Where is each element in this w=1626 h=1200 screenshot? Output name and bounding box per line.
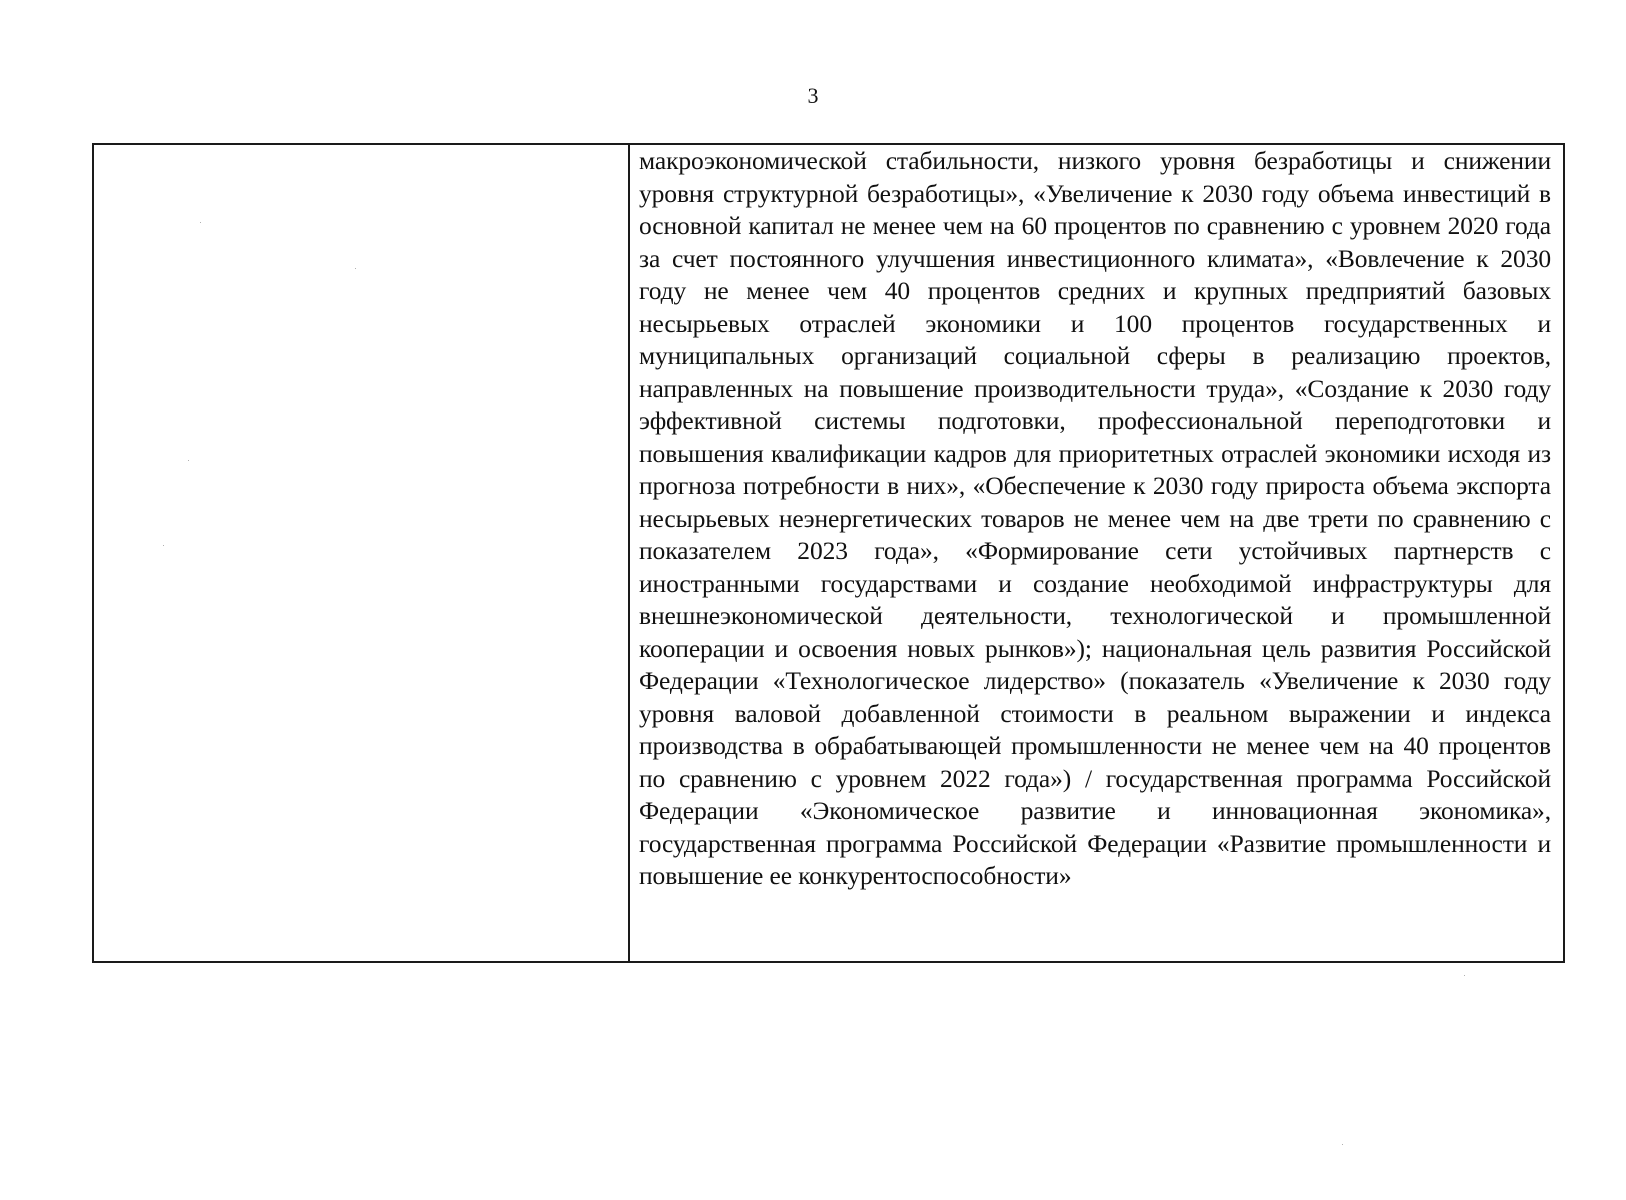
document-table — [92, 143, 1565, 963]
cell-paragraph: макроэкономической стабильности, низкого уровня безработицы и снижении уровня структурной безработицы», «Увеличение к 2030 году объема инвестиций в основной капитал не менее чем на 60 процентов по сравнению с уровнем 2020 года за счет постоянного улучшения инвестиционного климата», «Вовлечение к 2030 году не менее чем 40 процентов средних и крупных предприятий базовых несырьевых отраслей экономики и 100 процентов государственных и муниципальных организаций социальной сферы в реализацию проектов, направленных на повышение производительности труда», «Создание к 2030 году эффективной системы подготовки, профессиональной переподготовки и повышения квалификации кадров для приоритетных отраслей экономики исходя из прогноза потребности в них», «Обеспечение к 2030 году прироста объема экспорта несырьевых неэнергетических товаров не менее чем на две трети по сравнению с показателем 2023 года», «Формирование сети устойчивых партнерств с иностранными государствами и создание необходимой инфраструктуры для внешнеэкономической деятельности, технологической и промышленной кооперации и освоения новых рынков»); национальная цель развития Российской Федерации «Технологическое лидерство» (показатель «Увеличение к 2030 году уровня валовой добавленной стоимости в реальном выражении и индекса производства в обрабатывающей промышленности не менее чем на 40 процентов по сравнению с уровнем 2022 года») / государственная программа Российской Федерации «Экономическое развитие и инновационная экономика», государственная программа Российской Федерации «Развитие промышленности и повышение ее конкурентоспособности» — [639, 146, 1551, 890]
table-cell-left — [94, 145, 630, 961]
scan-speck — [355, 268, 356, 269]
scan-speck — [163, 545, 164, 546]
page-number: 3 — [807, 83, 819, 108]
scan-speck — [1342, 1144, 1343, 1145]
scan-speck — [200, 222, 201, 223]
scan-speck — [1464, 975, 1465, 976]
table-cell-right — [630, 145, 1563, 961]
scan-speck — [188, 460, 189, 461]
